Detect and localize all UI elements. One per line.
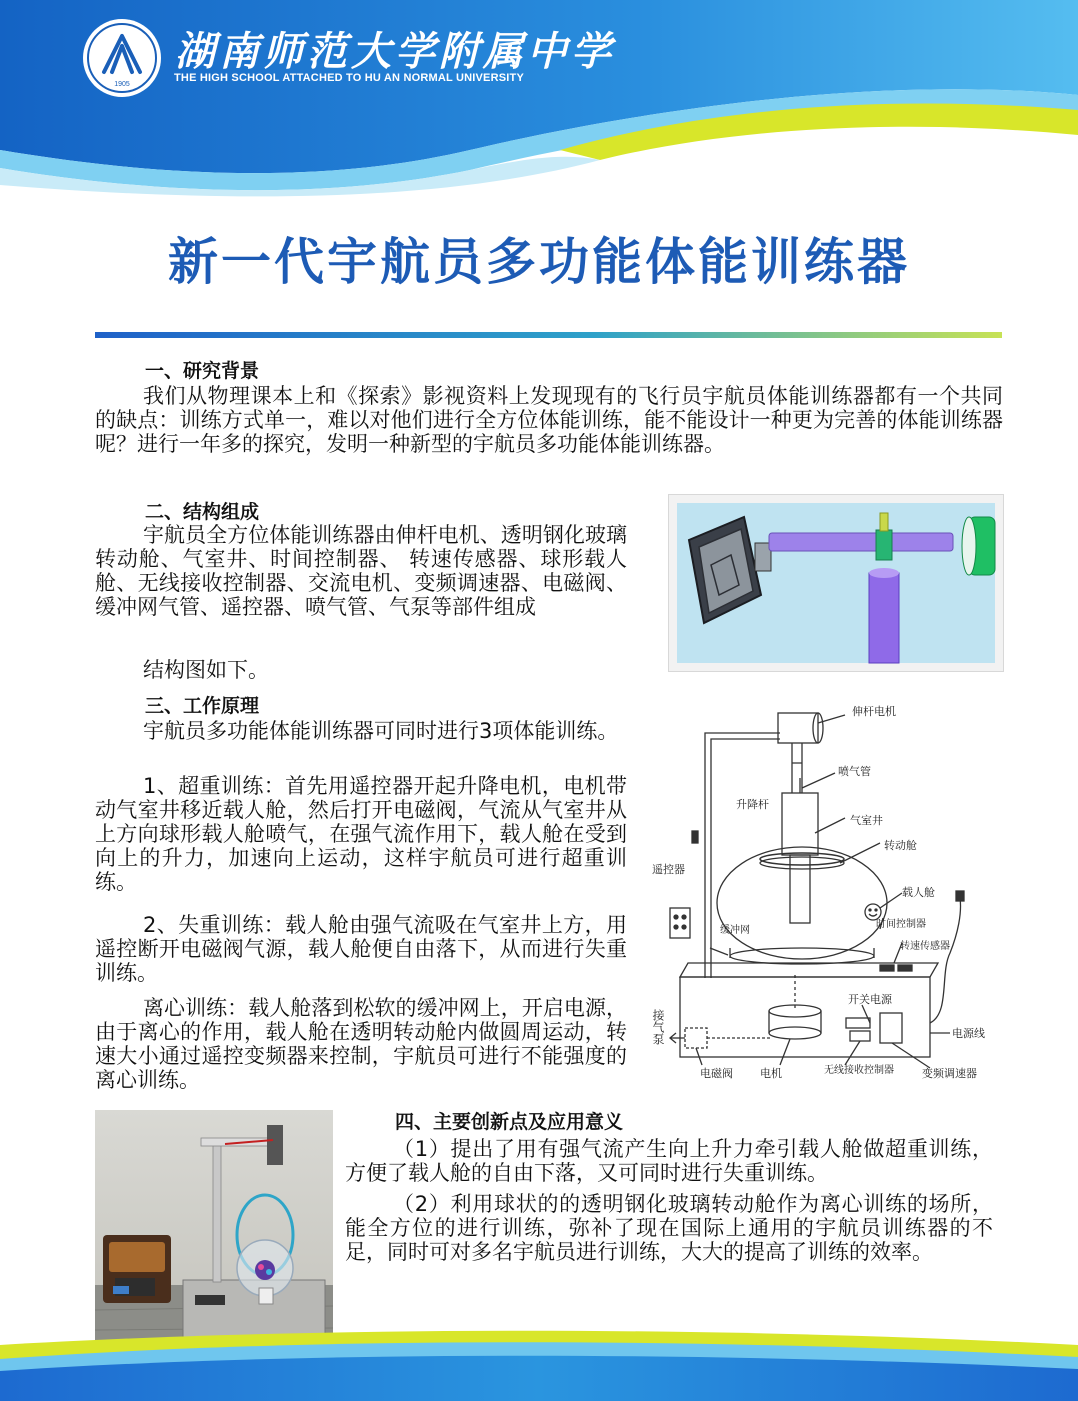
label-vfd: 变频调速器 bbox=[922, 1067, 977, 1080]
section-principle-intro: 宇航员多功能体能训练器可同时进行3项体能训练。 bbox=[143, 719, 619, 743]
school-name-en: THE HIGH SCHOOL ATTACHED TO HU AN NORMAL UNIVERSITY bbox=[174, 72, 524, 84]
label-rod-motor: 伸杆电机 bbox=[852, 705, 896, 718]
label-speed-sensor: 转速传感器 bbox=[900, 941, 950, 952]
label-buffer-net: 缓冲网 bbox=[720, 925, 750, 936]
label-remote: 遥控器 bbox=[652, 863, 685, 876]
rotating-cabin bbox=[717, 847, 887, 959]
column bbox=[869, 573, 899, 663]
label-air-well: 气室井 bbox=[850, 814, 883, 827]
arm-joint bbox=[876, 530, 892, 560]
label-motor: 电机 bbox=[760, 1067, 782, 1080]
label-air-pump: 接气泵 bbox=[651, 1009, 665, 1045]
section-structure-text: 宇航员全方位体能训练器由伸杆电机、透明钢化玻璃转动舱、气室井、时间控制器、 转速传感器、球形载人舱、无线接收控制器、交流电机、变频调速器、电磁阀、缓冲网气管、遥控器、喷气管、气泵等部件组成 bbox=[95, 523, 627, 619]
section-innovation-heading: 四、主要创新点及应用意义 bbox=[395, 1111, 624, 1133]
section-background-heading: 一、研究背景 bbox=[145, 360, 260, 382]
air-well bbox=[782, 793, 818, 855]
logo-year: 1905 bbox=[114, 81, 130, 88]
title-divider bbox=[95, 332, 1002, 338]
label-solenoid: 电磁阀 bbox=[700, 1067, 733, 1080]
section-principle-heading: 三、工作原理 bbox=[145, 695, 260, 717]
footer-wave bbox=[0, 1315, 1078, 1401]
label-wireless-ctrl: 无线接收控制器 bbox=[824, 1065, 894, 1076]
school-name-cn: 湖南师范大学附属中学 bbox=[175, 28, 615, 75]
principle-diagram bbox=[640, 693, 1015, 1093]
section-innovation-point1: （1）提出了用有强气流产生向上升力牵引载人舱做超重训练，方便了载人舱的自由下落，又可同时进行失重训练。 bbox=[345, 1137, 993, 1185]
section-structure-note: 结构图如下。 bbox=[143, 658, 269, 682]
section-principle-centrifugal: 离心训练：载人舱落到松软的缓冲网上，开启电源，由于离心的作用，载人舱在透明转动舱内做圆周运动，转速大小通过遥控变频器来控制，宇航员可进行不能强度的离心训练。 bbox=[95, 996, 627, 1092]
label-pod: 载人舱 bbox=[902, 886, 935, 899]
label-lift-rod: 升降杆 bbox=[736, 798, 769, 811]
label-power-cord: 电源线 bbox=[952, 1027, 985, 1040]
label-rotating-cabin: 转动舱 bbox=[884, 839, 917, 852]
arm-horizontal bbox=[769, 533, 953, 551]
buffer-net bbox=[730, 948, 874, 964]
label-jet-pipe: 喷气管 bbox=[838, 765, 871, 778]
section-innovation-point2: （2）利用球状的的透明钢化玻璃转动舱作为离心训练的场所，能全方位的进行训练，弥补了现在国际上通用的宇航员训练器的不足，同时可对多名宇航员进行训练，大大的提高了训练的效率。 bbox=[345, 1192, 993, 1264]
label-power-switch: 开关电源 bbox=[848, 993, 892, 1006]
section-principle-overweight: 1、超重训练：首先用遥控器开起升降电机，电机带动气室井移近载人舱，然后打开电磁阀，气流从气室井从上方向球形载人舱喷气，在强气流作用下，载人舱在受到向上的升力，加速向上运动，这样宇航员可进行超重训练。 bbox=[95, 774, 627, 894]
section-principle-weightless: 2、失重训练：载人舱由强气流吸在气室井上方，用遥控断开电磁阀气源，载人舱便自由落下，从而进行失重训练。 bbox=[95, 913, 627, 985]
structure-3d-figure bbox=[668, 494, 1004, 672]
section-background-text: 我们从物理课本上和《探索》影视资料上发现现有的飞行员宇航员体能训练器都有一个共同的缺点：训练方式单一，难以对他们进行全方位体能训练，能不能设计一种更为完善的体能训练器呢？进行一年多的探究，发明一种新型的宇航员多功能体能训练器。 bbox=[95, 384, 1003, 456]
school-logo bbox=[82, 18, 162, 98]
label-timer: 时间控制器 bbox=[876, 919, 926, 930]
page-title: 新一代宇航员多功能体能训练器 bbox=[168, 233, 910, 291]
section-structure-heading: 二、结构组成 bbox=[145, 501, 260, 523]
device-photo bbox=[95, 1110, 333, 1346]
structure-3d-drawing bbox=[669, 495, 1003, 671]
